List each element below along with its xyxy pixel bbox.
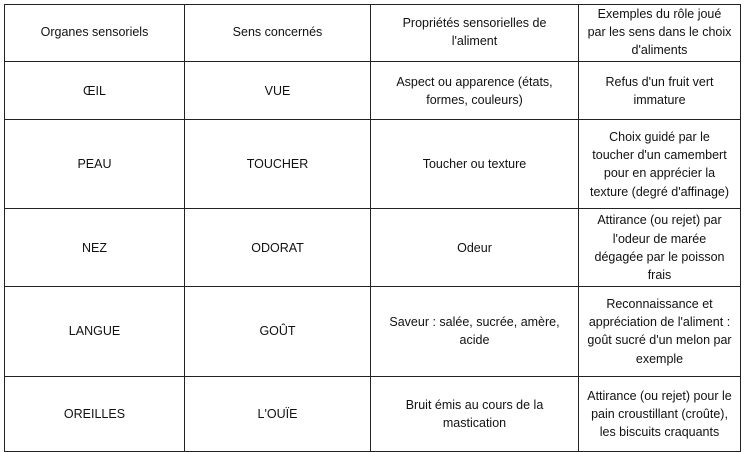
cell-sens: TOUCHER	[185, 120, 371, 209]
cell-example: Attirance (ou rejet) pour le pain croustillant (croûte), les biscuits craquants	[579, 376, 741, 451]
cell-organ: LANGUE	[5, 286, 185, 376]
cell-example: Reconnaissance et appréciation de l'aliment : goût sucré d'un melon par exemple	[579, 286, 741, 376]
senses-table	[4, 4, 741, 452]
cell-properties: Bruit émis au cours de la mastication	[371, 376, 579, 451]
header-properties: Propriétés sensorielles de l'aliment	[371, 5, 579, 62]
cell-sens: ODORAT	[185, 209, 371, 287]
table-header-row	[5, 5, 741, 62]
table-row	[5, 120, 741, 209]
cell-example: Choix guidé par le toucher d'un camembert pour en apprécier la texture (degré d'affinage)	[579, 120, 741, 209]
cell-organ: NEZ	[5, 209, 185, 287]
cell-organ: PEAU	[5, 120, 185, 209]
header-organ: Organes sensoriels	[5, 5, 185, 62]
cell-properties: Aspect ou apparence (états, formes, couleurs)	[371, 62, 579, 120]
cell-properties: Odeur	[371, 209, 579, 287]
cell-sens: GOÛT	[185, 286, 371, 376]
cell-organ: OREILLES	[5, 376, 185, 451]
cell-properties: Saveur : salée, sucrée, amère, acide	[371, 286, 579, 376]
table-row	[5, 286, 741, 376]
cell-sens: L'OUÏE	[185, 376, 371, 451]
cell-sens: VUE	[185, 62, 371, 120]
cell-example: Attirance (ou rejet) par l'odeur de marée dégagée par le poisson frais	[579, 209, 741, 287]
table-row	[5, 209, 741, 287]
table-row	[5, 62, 741, 120]
cell-properties: Toucher ou texture	[371, 120, 579, 209]
header-sens: Sens concernés	[185, 5, 371, 62]
header-examples: Exemples du rôle joué par les sens dans le choix d'aliments	[579, 5, 741, 62]
cell-organ: ŒIL	[5, 62, 185, 120]
table-row	[5, 376, 741, 451]
cell-example: Refus d'un fruit vert immature	[579, 62, 741, 120]
